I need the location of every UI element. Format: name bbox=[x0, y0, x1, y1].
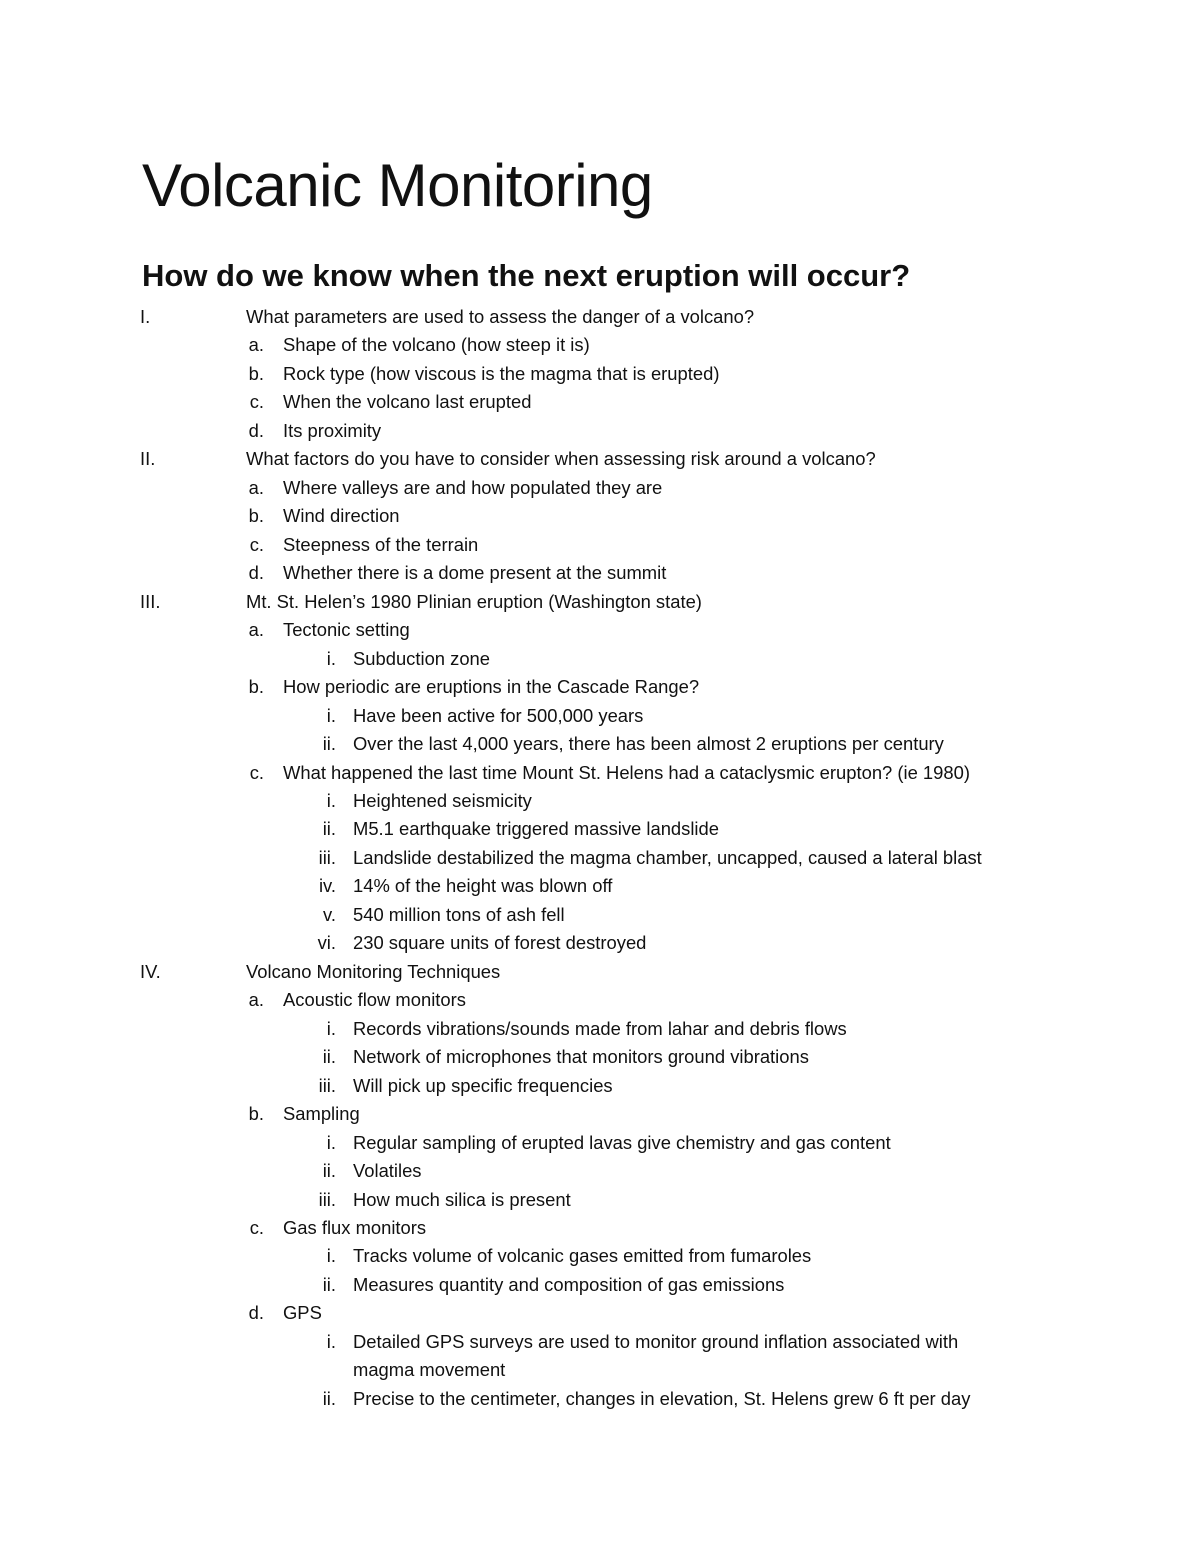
list-item-text: Gas flux monitors bbox=[283, 1217, 427, 1238]
list-item-text: Records vibrations/sounds made from lahar and debris flows bbox=[353, 1017, 847, 1039]
outline-item-level-3 bbox=[0, 645, 1200, 673]
outline-item-level-3 bbox=[0, 901, 1200, 929]
list-item-text: Whether there is a dome present at the summit bbox=[283, 562, 667, 584]
list-item-text: Heightened seismicity bbox=[353, 789, 532, 811]
list-item-text: GPS bbox=[283, 1302, 322, 1324]
outline-item-level-3 bbox=[0, 1385, 1200, 1413]
list-item-text: When the volcano last erupted bbox=[283, 391, 532, 413]
list-item-text: Volcano Monitoring Techniques bbox=[246, 960, 501, 982]
list-marker: ii. bbox=[322, 818, 336, 840]
list-marker: b. bbox=[248, 362, 264, 384]
outline-item-level-2 bbox=[0, 759, 1200, 787]
list-item-text: Its proximity bbox=[283, 419, 382, 441]
list-item-text: 230 square units of forest destroyed bbox=[353, 932, 647, 954]
list-marker: c. bbox=[249, 391, 264, 413]
list-item-text: Shape of the volcano (how steep it is) bbox=[283, 334, 590, 356]
list-marker: b. bbox=[248, 1103, 264, 1125]
list-marker: d. bbox=[248, 419, 264, 441]
list-item-text: Tracks volume of volcanic gases emitted from fumaroles bbox=[353, 1245, 812, 1267]
outline-item-level-3 bbox=[0, 730, 1200, 758]
list-marker: i. bbox=[326, 1131, 336, 1153]
outline-item-level-2 bbox=[0, 360, 1200, 388]
list-marker: ii. bbox=[322, 1160, 336, 1182]
list-marker: a. bbox=[248, 334, 264, 356]
list-item-text: Volatiles bbox=[353, 1160, 422, 1182]
outline-item-level-2 bbox=[0, 502, 1200, 530]
list-item-text: Over the last 4,000 years, there has been almost 2 eruptions per century bbox=[353, 733, 944, 755]
outline-item-level-2 bbox=[0, 559, 1200, 587]
list-marker: II. bbox=[140, 448, 156, 470]
outline-item-level-3 bbox=[0, 787, 1200, 815]
list-item-text: Acoustic flow monitors bbox=[283, 989, 466, 1011]
list-marker: i. bbox=[326, 1330, 336, 1352]
list-item-text: Wind direction bbox=[283, 505, 400, 527]
outline-item-level-1 bbox=[0, 588, 1200, 616]
list-marker: i. bbox=[326, 704, 336, 726]
outline-item-level-2 bbox=[0, 417, 1200, 445]
outline-item-level-3 bbox=[0, 1043, 1200, 1071]
list-marker: ii. bbox=[322, 733, 336, 755]
list-marker: v. bbox=[323, 903, 336, 925]
outline-item-level-2 bbox=[0, 673, 1200, 701]
list-item-text: 540 million tons of ash fell bbox=[353, 903, 565, 925]
outline-item-level-2 bbox=[0, 986, 1200, 1014]
outline-item-level-3 bbox=[0, 1271, 1200, 1299]
list-marker: a. bbox=[248, 619, 264, 641]
outline-item-level-2 bbox=[0, 1100, 1200, 1128]
outline-item-level-3 bbox=[0, 1129, 1200, 1157]
outline-item-level-3 bbox=[0, 1072, 1200, 1100]
list-item-text: Rock type (how viscous is the magma that is erupted) bbox=[283, 362, 720, 384]
list-item-text: 14% of the height was blown off bbox=[353, 875, 613, 897]
outline-item-level-3 bbox=[0, 1242, 1200, 1270]
list-marker: i. bbox=[326, 1017, 336, 1039]
list-item-text: What factors do you have to consider when assessing risk around a volcano? bbox=[246, 448, 876, 470]
list-marker: a. bbox=[248, 989, 264, 1011]
outline-item-continuation bbox=[0, 1356, 1200, 1384]
outline-item-level-3 bbox=[0, 929, 1200, 957]
list-item-text: Tectonic setting bbox=[283, 619, 410, 641]
list-marker: vi. bbox=[317, 932, 336, 954]
outline-item-level-2 bbox=[0, 388, 1200, 416]
list-item-text: Mt. St. Helen’s 1980 Plinian eruption (Washington state) bbox=[246, 590, 702, 612]
list-marker: iii. bbox=[318, 1188, 336, 1210]
list-item-text: Precise to the centimeter, changes in elevation, St. Helens grew 6 ft per day bbox=[353, 1387, 971, 1409]
list-marker: c. bbox=[249, 761, 264, 783]
outline-item-level-2 bbox=[0, 531, 1200, 559]
list-item-text: Measures quantity and composition of gas emissions bbox=[353, 1273, 785, 1295]
list-marker: ii. bbox=[322, 1273, 336, 1295]
outline-item-level-3 bbox=[0, 702, 1200, 730]
list-item-text: Network of microphones that monitors ground vibrations bbox=[353, 1046, 809, 1068]
list-marker: iv. bbox=[318, 875, 336, 897]
list-marker: IV. bbox=[140, 960, 161, 982]
list-marker: III. bbox=[140, 590, 161, 612]
list-marker: I. bbox=[140, 306, 151, 327]
list-item-text: Subduction zone bbox=[353, 647, 491, 669]
list-marker: c. bbox=[249, 533, 264, 555]
list-item-text: Detailed GPS surveys are used to monitor ground inflation associated with bbox=[353, 1330, 959, 1352]
list-marker: c. bbox=[249, 1217, 264, 1238]
list-item-text: Have been active for 500,000 years bbox=[353, 704, 644, 726]
list-marker: i. bbox=[326, 1245, 336, 1267]
list-marker: iii. bbox=[318, 1074, 336, 1096]
outline-item-level-2 bbox=[0, 1299, 1200, 1327]
list-marker: b. bbox=[248, 676, 264, 698]
outline-item-level-2 bbox=[0, 1214, 1200, 1242]
list-item-text: Will pick up specific frequencies bbox=[353, 1074, 613, 1096]
list-marker: d. bbox=[248, 1302, 264, 1324]
list-item-text: What happened the last time Mount St. Helens had a cataclysmic erupton? (ie 1980) bbox=[283, 761, 970, 783]
list-marker: a. bbox=[248, 476, 264, 498]
outline-item-level-3 bbox=[0, 815, 1200, 843]
list-item-text: What parameters are used to assess the danger of a volcano? bbox=[246, 306, 755, 327]
list-marker: i. bbox=[326, 647, 336, 669]
list-marker: b. bbox=[248, 505, 264, 527]
outline-item-level-1 bbox=[0, 303, 1200, 331]
outline-item-level-3 bbox=[0, 1157, 1200, 1185]
list-item-text: Steepness of the terrain bbox=[283, 533, 479, 555]
list-item-text: Sampling bbox=[283, 1103, 360, 1125]
outline-item-level-1 bbox=[0, 445, 1200, 473]
list-marker: ii. bbox=[322, 1046, 336, 1068]
outline-item-level-3 bbox=[0, 1015, 1200, 1043]
list-item-text: How periodic are eruptions in the Cascade Range? bbox=[283, 676, 700, 698]
outline-item-level-3 bbox=[0, 844, 1200, 872]
outline-item-level-2 bbox=[0, 616, 1200, 644]
page-subtitle: How do we know when the next eruption will occur? bbox=[142, 258, 911, 293]
list-marker: ii. bbox=[322, 1387, 336, 1409]
list-marker: d. bbox=[248, 562, 264, 584]
outline-item-level-2 bbox=[0, 331, 1200, 359]
outline-item-level-3 bbox=[0, 1328, 1200, 1356]
list-marker: iii. bbox=[318, 846, 336, 868]
list-item-text: Where valleys are and how populated they are bbox=[283, 476, 663, 498]
list-item-text: Regular sampling of erupted lavas give chemistry and gas content bbox=[353, 1131, 891, 1153]
list-item-text: How much silica is present bbox=[353, 1188, 571, 1210]
outline-item-level-1 bbox=[0, 958, 1200, 986]
list-item-text: M5.1 earthquake triggered massive landslide bbox=[353, 818, 719, 840]
page-title: Volcanic Monitoring bbox=[142, 152, 653, 219]
outline-item-level-2 bbox=[0, 474, 1200, 502]
list-item-text: Landslide destabilized the magma chamber, uncapped, caused a lateral blast bbox=[353, 846, 982, 868]
outline-item-level-3 bbox=[0, 1186, 1200, 1214]
outline-list bbox=[0, 303, 1200, 1413]
list-marker: i. bbox=[326, 789, 336, 811]
outline-item-level-3 bbox=[0, 872, 1200, 900]
list-item-text-continuation: magma movement bbox=[353, 1359, 506, 1381]
